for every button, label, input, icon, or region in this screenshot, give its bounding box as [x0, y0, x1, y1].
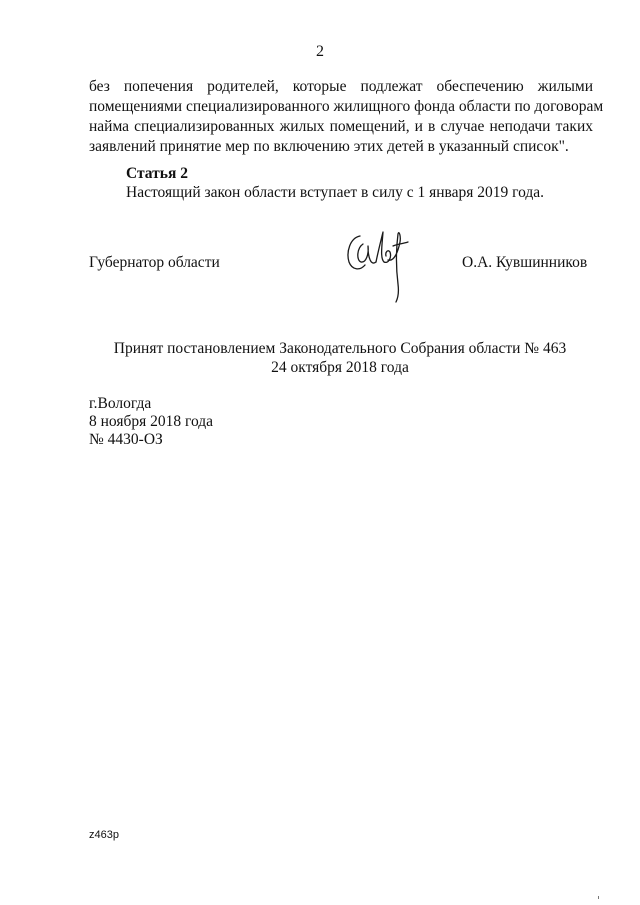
- body-line: заявлений принятие мер по включению этих детей в указанный список".: [89, 138, 569, 155]
- law-number: № 4430-ОЗ: [89, 431, 163, 448]
- body-line: найма специализированных жилых помещений, и в случае неподачи таких: [89, 118, 593, 135]
- article-text: Настоящий закон области вступает в силу с 1 января 2019 года.: [126, 184, 545, 201]
- article-title: Статья 2: [126, 165, 188, 182]
- body-line: без попечения родителей, которые подлежат обеспечению жилыми: [89, 78, 593, 95]
- signature-image: [338, 222, 418, 304]
- page-number: 2: [316, 43, 324, 60]
- adoption-date: 24 октября 2018 года: [271, 359, 409, 376]
- place-city: г.Вологда: [89, 395, 152, 412]
- body-line: помещениями специализированного жилищного фонда области по договорам: [89, 98, 604, 115]
- body-paragraph: [89, 77, 604, 157]
- adoption-statement: [0, 339, 640, 377]
- signing-date: 8 ноября 2018 года: [89, 413, 214, 430]
- adoption-line: Принят постановлением Законодательного Собрания области № 463: [113, 340, 567, 357]
- footer-code: z463p: [89, 829, 119, 841]
- signatory-name: О.А. Кувшинников: [462, 254, 588, 271]
- place-date-number: [89, 395, 213, 449]
- scan-mark: [598, 896, 599, 899]
- signatory-title: Губернатор области: [89, 254, 220, 271]
